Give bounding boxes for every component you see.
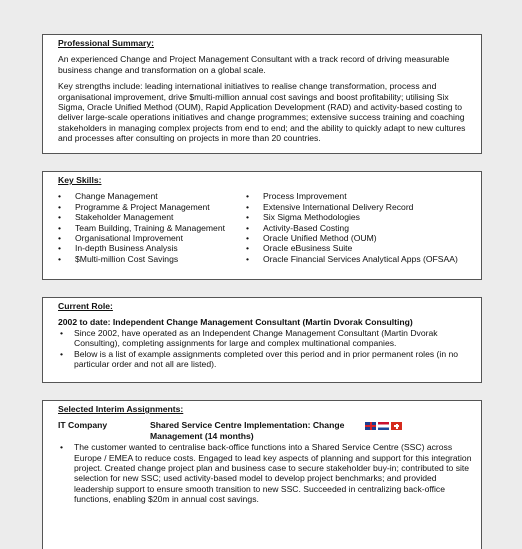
- list-item: • The customer wanted to centralise back-office functions into a Shared Service Centre (SSC) across Europe / EMEA to reduce costs. Engaged to lead key aspects of planning and support for this integration project. Created change project plan and business case to secure stakeholder buy-in; contributed to site selection for new SSC; used activity-based model to develop project benchmarks; and provided leadership support to ensure smooth transition to new SSC. Succeeded in centralizing back-office functions, enabling $20m in annual cost savings.: [58, 442, 473, 504]
- skill-item: • Organisational Improvement: [58, 233, 246, 243]
- assignment-company: IT Company: [58, 420, 108, 431]
- interim-assignments-section: [42, 400, 482, 549]
- skills-grid: [58, 191, 473, 264]
- assignment-header: [58, 420, 473, 441]
- skill-item: • In-depth Business Analysis: [58, 243, 246, 253]
- summary-intro: An experienced Change and Project Management Consultant with a track record of driving measurable business change and transformation on a global scale.: [58, 54, 450, 75]
- skill-item: • Programme & Project Management: [58, 202, 246, 212]
- skill-item: • Oracle Unified Method (OUM): [246, 233, 458, 243]
- professional-summary-section: [42, 34, 482, 154]
- role-heading: 2002 to date: Independent Change Management Consultant (Martin Dvorak Consulting): [58, 317, 413, 328]
- skill-item: • Stakeholder Management: [58, 212, 246, 222]
- current-role-section: [42, 297, 482, 383]
- netherlands-flag-icon: [378, 422, 389, 430]
- role-bullets: [58, 328, 473, 370]
- switzerland-flag-icon: [391, 422, 402, 430]
- assignment-project: Shared Service Centre Implementation: Change Management (14 months): [150, 420, 345, 441]
- skill-item: • Team Building, Training & Management: [58, 223, 246, 233]
- skills-list-left: [58, 191, 246, 264]
- uk-flag-icon: [365, 422, 376, 430]
- section-title: Key Skills:: [58, 175, 102, 185]
- country-flags: [365, 422, 402, 430]
- section-title: Current Role:: [58, 301, 113, 311]
- skill-item: • Process Improvement: [246, 191, 458, 201]
- section-title: Selected Interim Assignments:: [58, 404, 184, 414]
- skill-item: • Oracle eBusiness Suite: [246, 243, 458, 253]
- skill-item: • Change Management: [58, 191, 246, 201]
- skill-item: • Activity-Based Costing: [246, 223, 458, 233]
- list-item: • Since 2002, have operated as an Independent Change Management Consultant (Martin Dvorak Consulting), completing assignments for large and complex multinational companies.: [58, 328, 473, 349]
- skill-item: • Six Sigma Methodologies: [246, 212, 458, 222]
- skill-item: • Extensive International Delivery Record: [246, 202, 458, 212]
- assignment-bullets: [58, 442, 473, 504]
- skills-list-right: [246, 191, 458, 264]
- skill-item: • Oracle Financial Services Analytical Apps (OFSAA): [246, 254, 458, 264]
- key-skills-section: [42, 171, 482, 280]
- skill-item: • $Multi-million Cost Savings: [58, 254, 246, 264]
- summary-strengths: Key strengths include: leading international initiatives to realise change transformation, process and organisational improvement, drive $multi-million annual cost savings and boost profitability; utilising Six Sigma, Oracle Unified Method (OUM), Rapid Application Development (RAD) and activity-based costing to deliver large-scale operations initiatives and change programmes; extensive success training and coaching stakeholders in managing complex projects from end to end; and the ability to quickly adapt to new cultures and processes after consulting on projects in more than 20 countries.: [58, 81, 466, 144]
- section-title: Professional Summary:: [58, 38, 154, 48]
- list-item: • Below is a list of example assignments completed over this period and in prior permanent roles (in no particular order and not all are listed).: [58, 349, 473, 370]
